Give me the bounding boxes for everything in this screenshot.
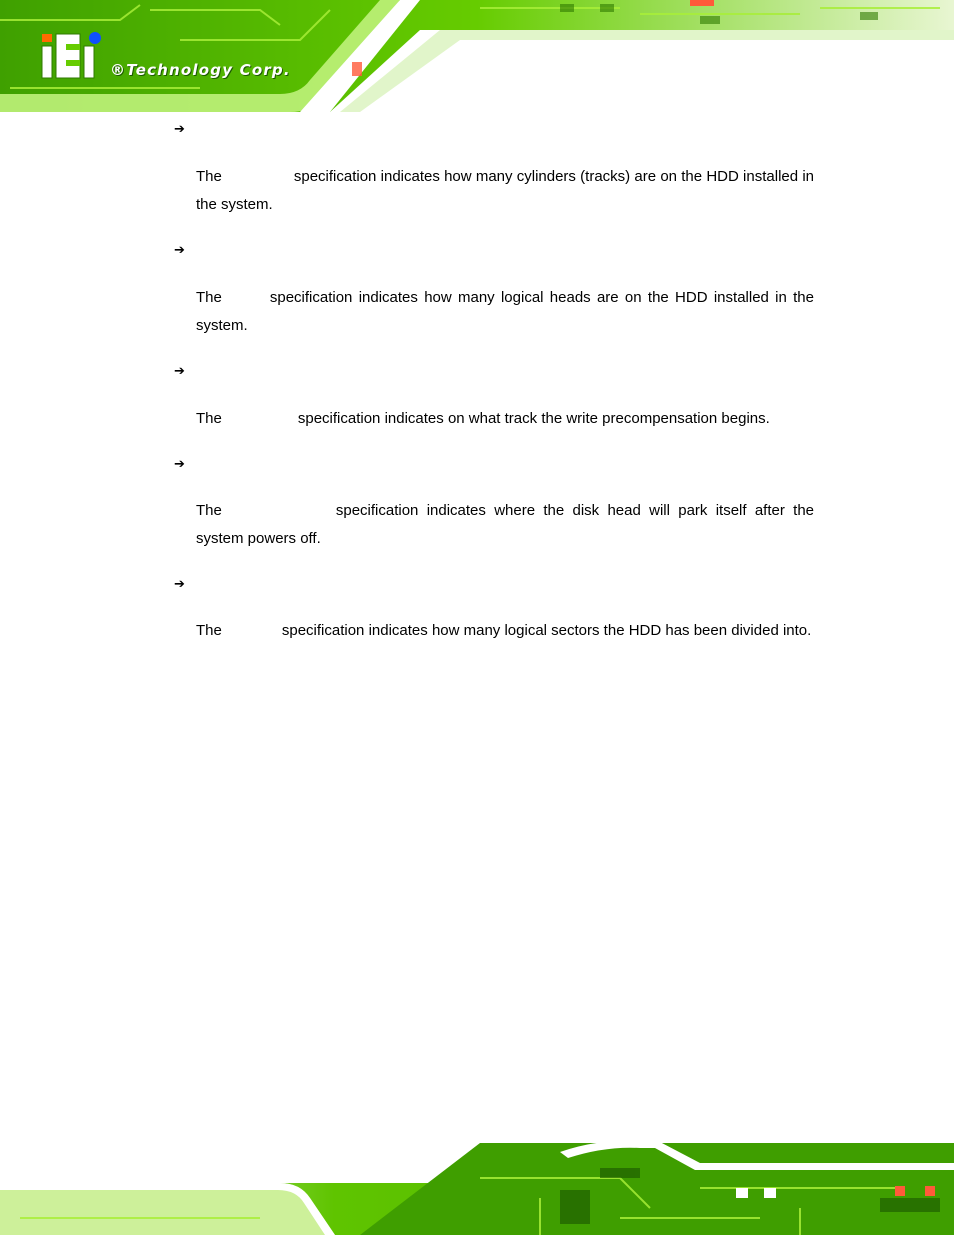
paragraph-text: specification indicates how many logical sectors the HDD has been divided into. — [281, 622, 812, 639]
paragraph-lead: The — [196, 168, 222, 185]
paragraph-lead: The — [196, 289, 222, 306]
arrow-icon: ➔ — [174, 243, 185, 258]
description-paragraph — [196, 497, 814, 553]
page-footer — [0, 1128, 954, 1235]
paragraph-text: specification indicates how many logical heads are on the HDD installed in the system. — [196, 289, 814, 334]
arrow-icon: ➔ — [174, 457, 185, 472]
company-name: ®Technology Corp. — [110, 61, 291, 79]
paragraph-lead: The — [196, 622, 222, 639]
arrow-icon: ➔ — [174, 577, 185, 592]
description-paragraph — [196, 617, 814, 645]
circuit-board-footer — [0, 1128, 954, 1235]
iei-logo-icon — [38, 30, 108, 82]
description-paragraph — [196, 405, 814, 433]
description-paragraph — [196, 163, 814, 219]
paragraph-lead: The — [196, 502, 222, 519]
paragraph-text: specification indicates how many cylinders (tracks) are on the HDD installed in the system. — [196, 168, 814, 213]
paragraph-lead: The — [196, 410, 222, 427]
paragraph-text: specification indicates where the disk head will park itself after the system powers off. — [196, 502, 814, 547]
description-paragraph — [196, 284, 814, 340]
page-header — [0, 0, 954, 112]
paragraph-text: specification indicates on what track the write precompensation begins. — [297, 410, 770, 427]
arrow-icon: ➔ — [174, 364, 185, 379]
arrow-icon: ➔ — [174, 122, 185, 137]
